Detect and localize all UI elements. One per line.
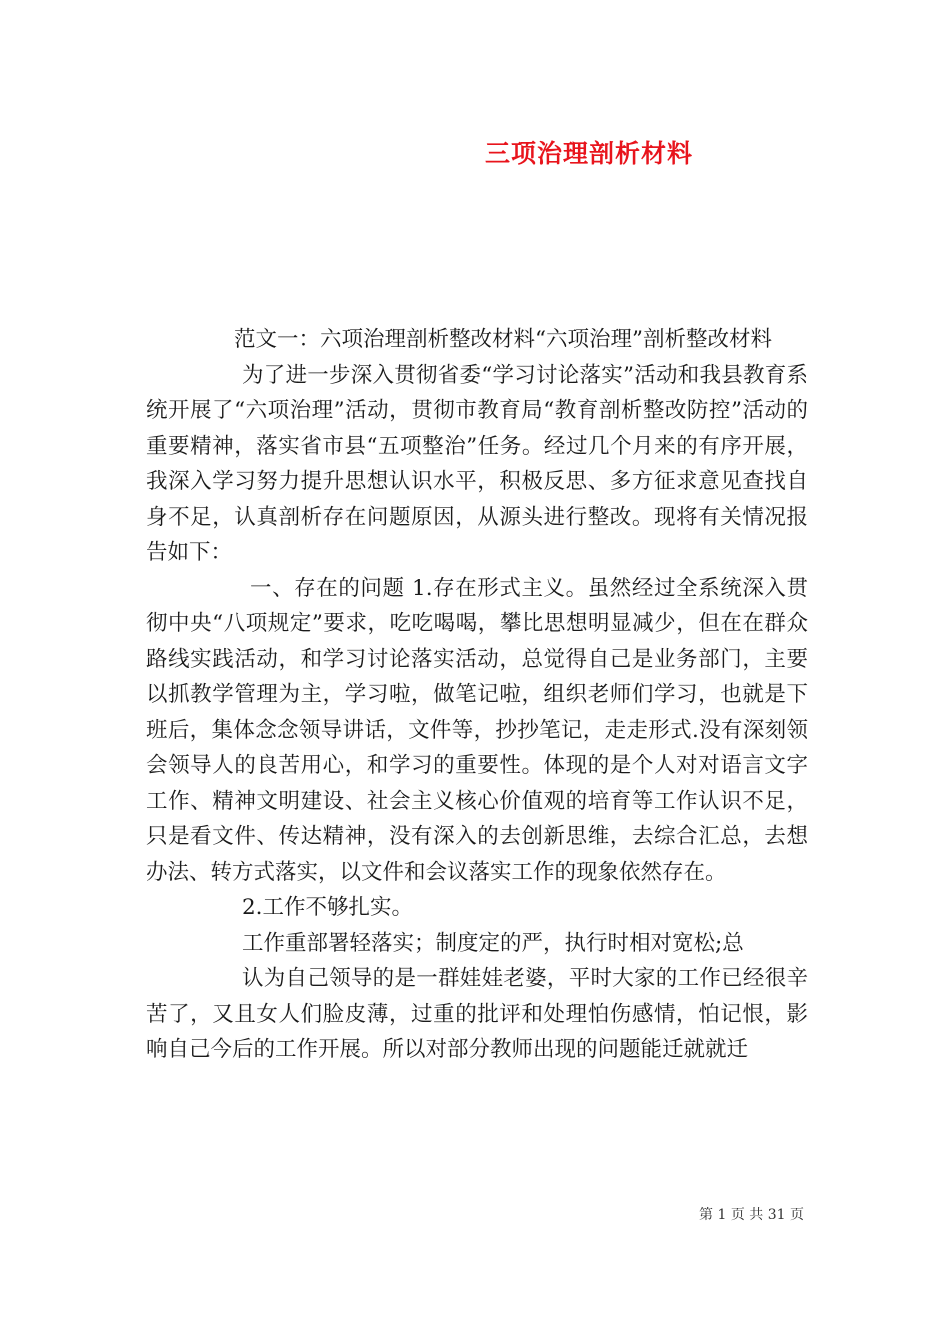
paragraph-heading-2: 2.工作不够扎实。 xyxy=(242,895,414,920)
paragraph-problems: 一、存在的问题 1.存在形式主义。虽然经过全系统深入贯彻中央“八项规定”要求，吃吃喝喝，攀比思想明显减少，但在在群众路线实践活动，和学习讨论落实活动，总觉得自己是业务部门，主要以抓教学管理为主，学习啦，做笔记啦，组织老师们学习，也就是下班后，集体念念领导讲话，文件等，抄抄笔记，走走形式.没有深刻领会领导人的良苦用心，和学习的重要性。体现的是个人对对语言文字工作、精神文明建设、社会主义核心价值观的培育等工作认识不足，只是看文件、传达精神，没有深入的去创新思维，去综合汇总，去想办法、转方式落实，以文件和会议落实工作的现象依然存在。 xyxy=(146,575,808,885)
page-number: 第 1 页 共 31 页 xyxy=(699,1207,804,1223)
document-title: 三项治理剖析材料 xyxy=(484,139,693,168)
paragraph-leadership: 认为自己领导的是一群娃娃老婆，平时大家的工作已经很辛苦了，又且女人们脸皮薄，过重的批评和处理怕伤感情，怕记恨，影响自己今后的工作开展。所以对部分教师出现的问题能迁就就迁 xyxy=(146,966,808,1062)
paragraph-intro: 范文一：六项治理剖析整改材料“六项治理”剖析整改材料 xyxy=(234,327,772,352)
paragraph-work-deployment: 工作重部署轻落实；制度定的严，执行时相对宽松;总 xyxy=(242,930,744,956)
document-body xyxy=(146,322,808,1068)
paragraph-background: 为了进一步深入贯彻省委“学习讨论落实”活动和我县教育系统开展了“六项治理”活动，贯彻市教育局“教育剖析整改防控”活动的重要精神，落实省市县“五项整治”任务。经过几个月来的有序开展，我深入学习努力提升思想认识水平，积极反思、多方征求意见查找自身不足，认真剖析存在问题原因，从源头进行整改。现将有关情况报告如下： xyxy=(146,362,808,565)
